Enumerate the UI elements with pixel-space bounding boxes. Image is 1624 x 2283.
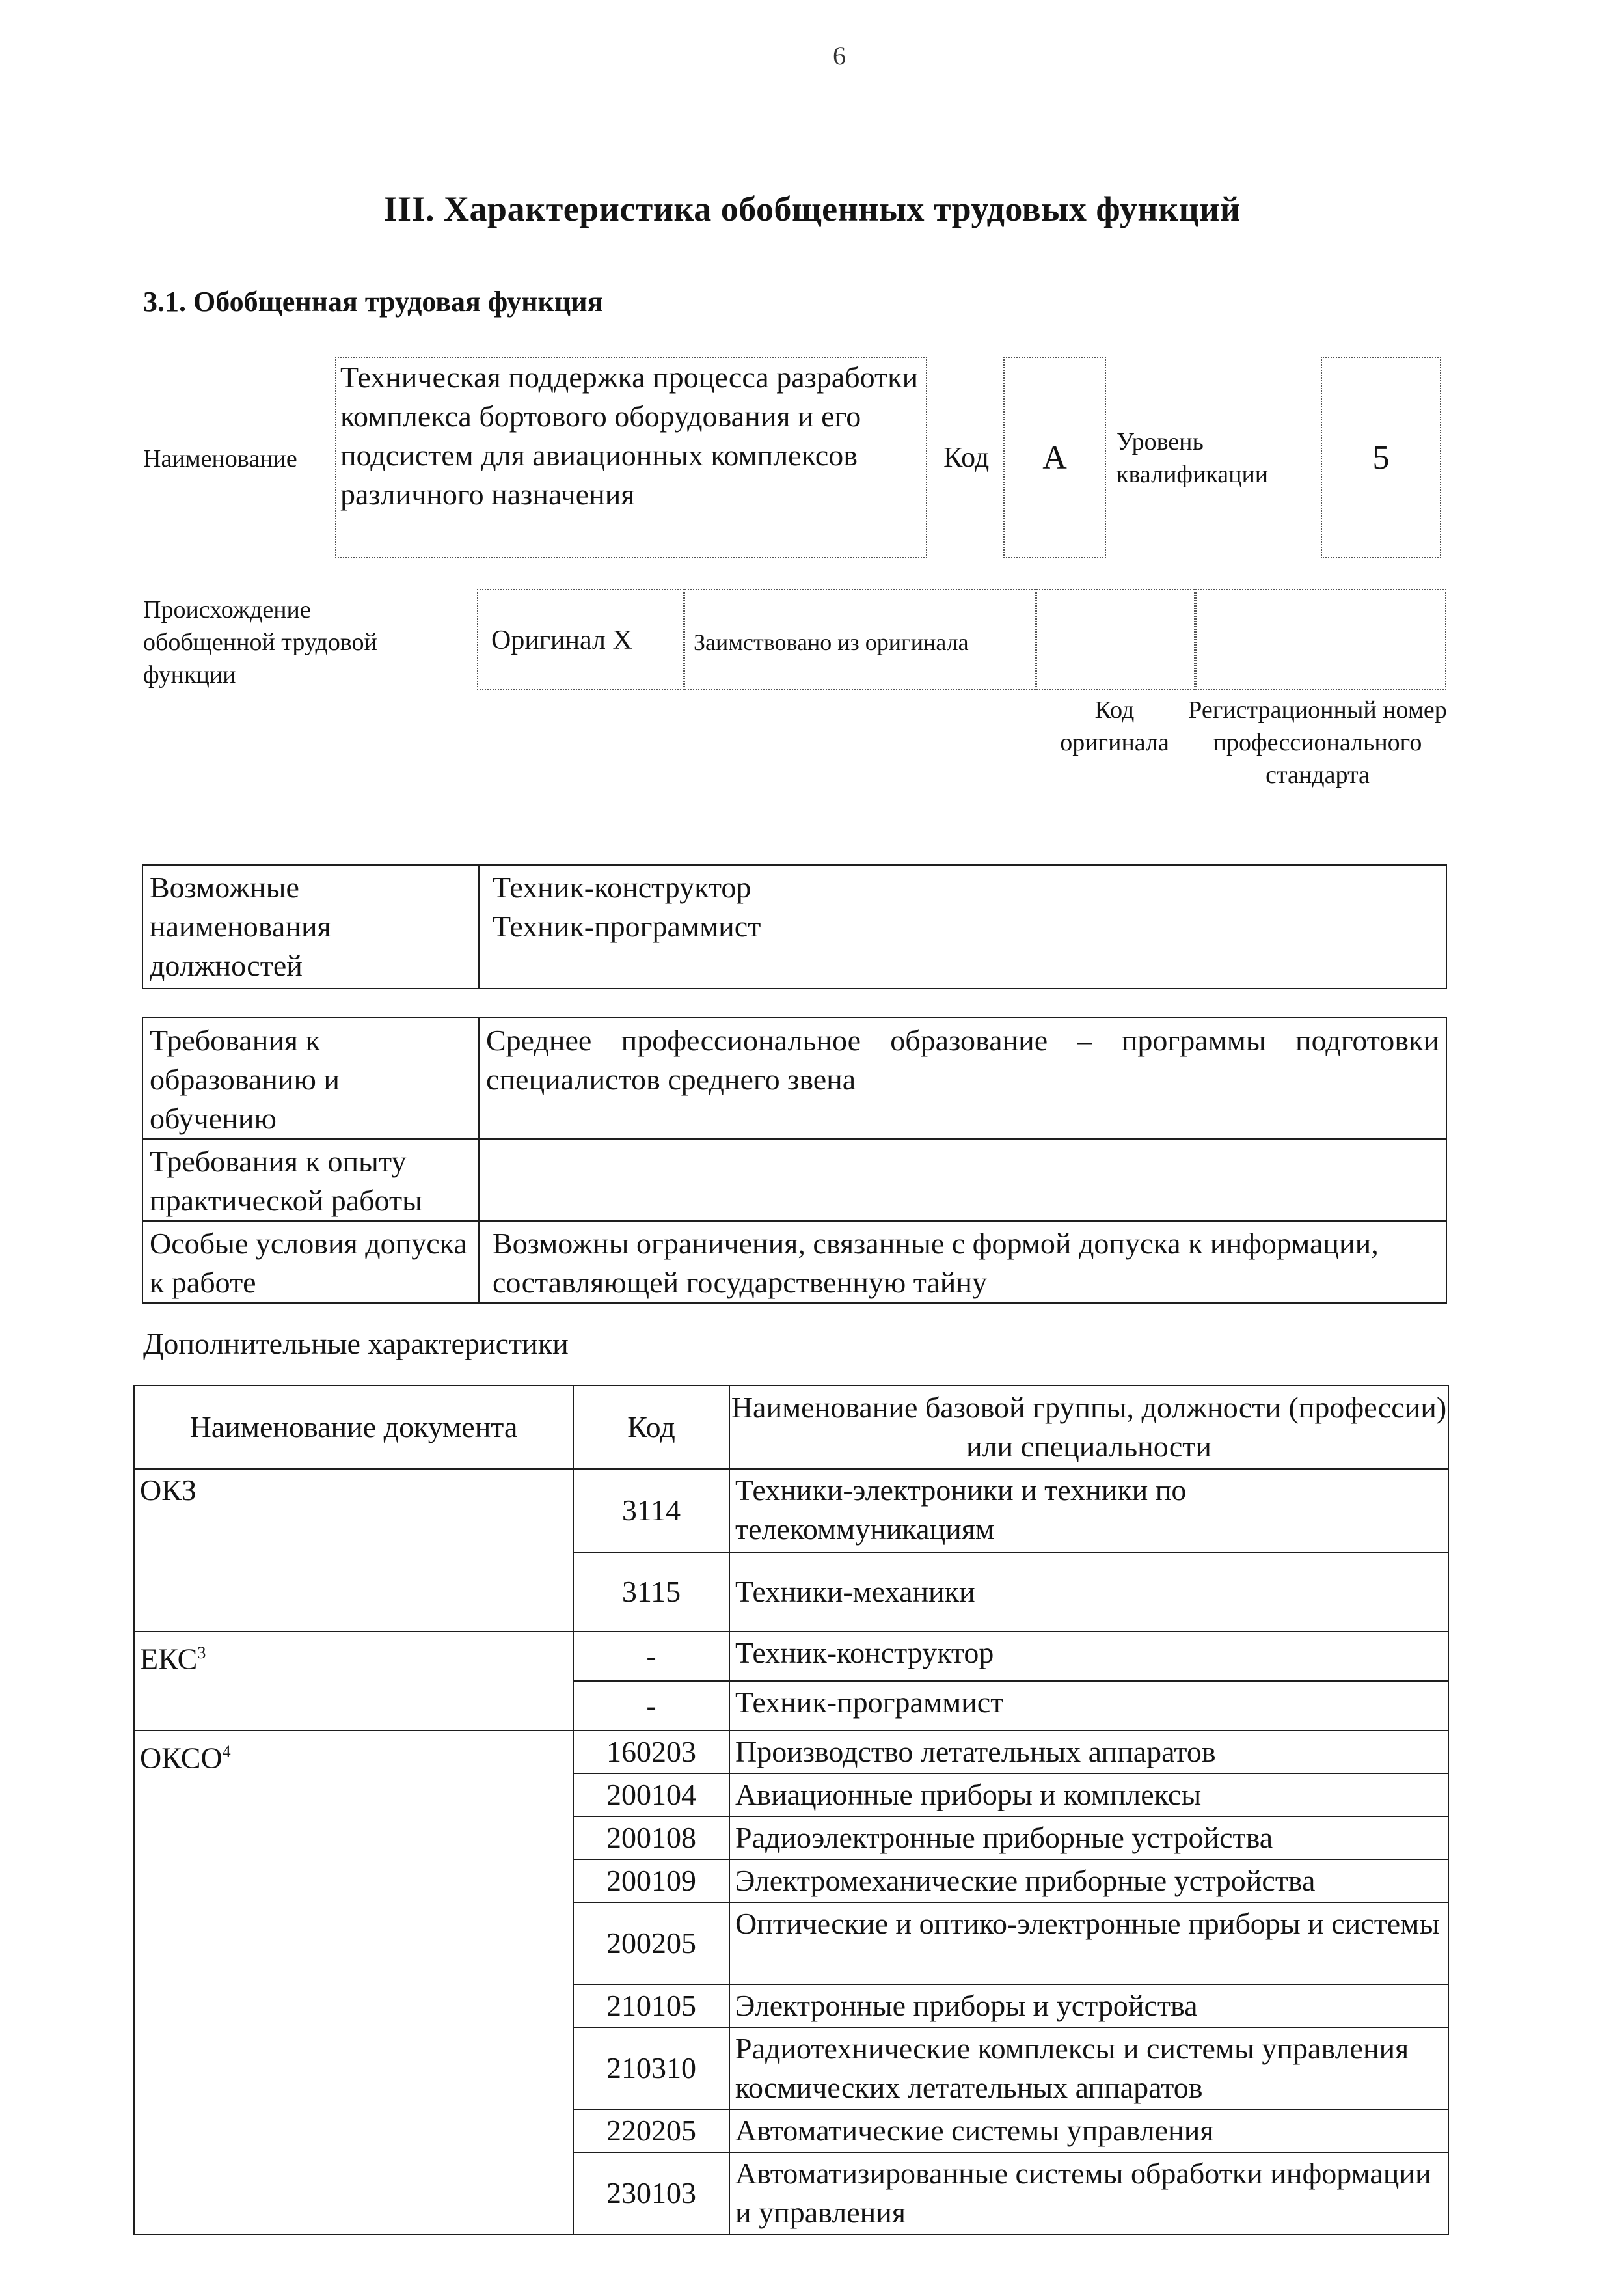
- additional-title: Дополнительные характеристики: [143, 1327, 569, 1360]
- position-item: Техник-конструктор: [493, 871, 751, 904]
- name-label: Наименование: [143, 445, 297, 472]
- positions-label: Возможные наименования должностей: [142, 865, 479, 989]
- name-cell: Электронные приборы и устройства: [729, 1984, 1448, 2027]
- origin-label: Происхождение обобщенной трудовой функции: [143, 596, 377, 689]
- code-cell: 210105: [573, 1984, 729, 2027]
- name-cell: Техники-механики: [729, 1552, 1448, 1632]
- req-label: Требования к опыту практической работы: [142, 1139, 479, 1221]
- req-value: [479, 1139, 1446, 1221]
- reg-number-label: Регистрационный номер профессионального стандарта: [1188, 696, 1447, 789]
- position-item: Техник-программист: [493, 910, 761, 943]
- code-cell: 200104: [573, 1773, 729, 1816]
- req-label: Требования к образованию и обучению: [142, 1018, 479, 1139]
- doc-eks: ЕКС$^3$: [134, 1632, 573, 1730]
- name-cell: Электромеханические приборные устройства: [729, 1859, 1448, 1902]
- positions-table: [142, 864, 1447, 989]
- name-cell: Автоматизированные системы обработки информации и управления: [729, 2152, 1448, 2234]
- origin-original: Оригинал Х: [491, 625, 632, 655]
- code-cell: 230103: [573, 2152, 729, 2234]
- code-cell: 200108: [573, 1816, 729, 1859]
- name-cell: Радиоэлектронные приборные устройства: [729, 1816, 1448, 1859]
- page-number: 6: [833, 41, 846, 70]
- name-cell: Оптические и оптико-электронные приборы и системы: [729, 1902, 1448, 1984]
- origin-divider-1: [683, 589, 685, 690]
- name-value: Техническая поддержка процесса разработки комплекса бортового оборудования и его подсистем для авиационных комплексов различного назначения: [335, 357, 927, 558]
- req-value: Среднее профессиональное образование – программы подготовки специалистов среднего звена: [479, 1018, 1446, 1139]
- code-value: А: [1003, 357, 1106, 558]
- origin-borrowed: Заимствовано из оригинала: [694, 629, 969, 655]
- code-cell: 160203: [573, 1730, 729, 1773]
- name-cell: Техник-конструктор: [729, 1632, 1448, 1681]
- requirements-table: [142, 1017, 1447, 1304]
- origin-divider-2: [1035, 589, 1037, 690]
- name-cell: Техники-электроники и техники по телекоммуникациям: [729, 1469, 1448, 1552]
- code-cell: 210310: [573, 2027, 729, 2109]
- footnote-4: 4: [222, 1742, 231, 1761]
- doc-okz: ОКЗ: [134, 1469, 573, 1632]
- name-cell: Автоматические системы управления: [729, 2109, 1448, 2152]
- footnote-3: 3: [197, 1643, 206, 1662]
- origin-divider-3: [1194, 589, 1197, 690]
- col-doc-header: Наименование документа: [134, 1386, 573, 1469]
- level-label: Уровень квалификации: [1116, 428, 1269, 488]
- name-cell: Радиотехнические комплексы и системы управления космических летательных аппаратов: [729, 2027, 1448, 2109]
- subsection-title: 3.1. Обобщенная трудовая функция: [143, 286, 603, 318]
- additional-table: [133, 1385, 1449, 2235]
- code-cell: -: [573, 1632, 729, 1681]
- level-value: 5: [1321, 357, 1441, 558]
- name-cell: Авиационные приборы и комплексы: [729, 1773, 1448, 1816]
- col-code-header: Код: [573, 1386, 729, 1469]
- code-cell: 200109: [573, 1859, 729, 1902]
- code-cell: -: [573, 1681, 729, 1730]
- section-title: III. Характеристика обобщенных трудовых функций: [383, 189, 1241, 228]
- req-value: Возможны ограничения, связанные с формой допуска к информации, составляющей государственную тайну: [479, 1221, 1446, 1303]
- code-label: Код: [943, 441, 990, 473]
- name-cell: Производство летательных аппаратов: [729, 1730, 1448, 1773]
- code-cell: 3115: [573, 1552, 729, 1632]
- code-original-label: Код оригинала: [1060, 696, 1169, 756]
- col-name-header: Наименование базовой группы, должности (профессии) или специальности: [729, 1386, 1448, 1469]
- name-cell: Техник-программист: [729, 1681, 1448, 1730]
- code-cell: 200205: [573, 1902, 729, 1984]
- doc-okso: ОКСО$^4$: [134, 1730, 573, 2234]
- req-label: Особые условия допуска к работе: [142, 1221, 479, 1303]
- code-cell: 3114: [573, 1469, 729, 1552]
- code-cell: 220205: [573, 2109, 729, 2152]
